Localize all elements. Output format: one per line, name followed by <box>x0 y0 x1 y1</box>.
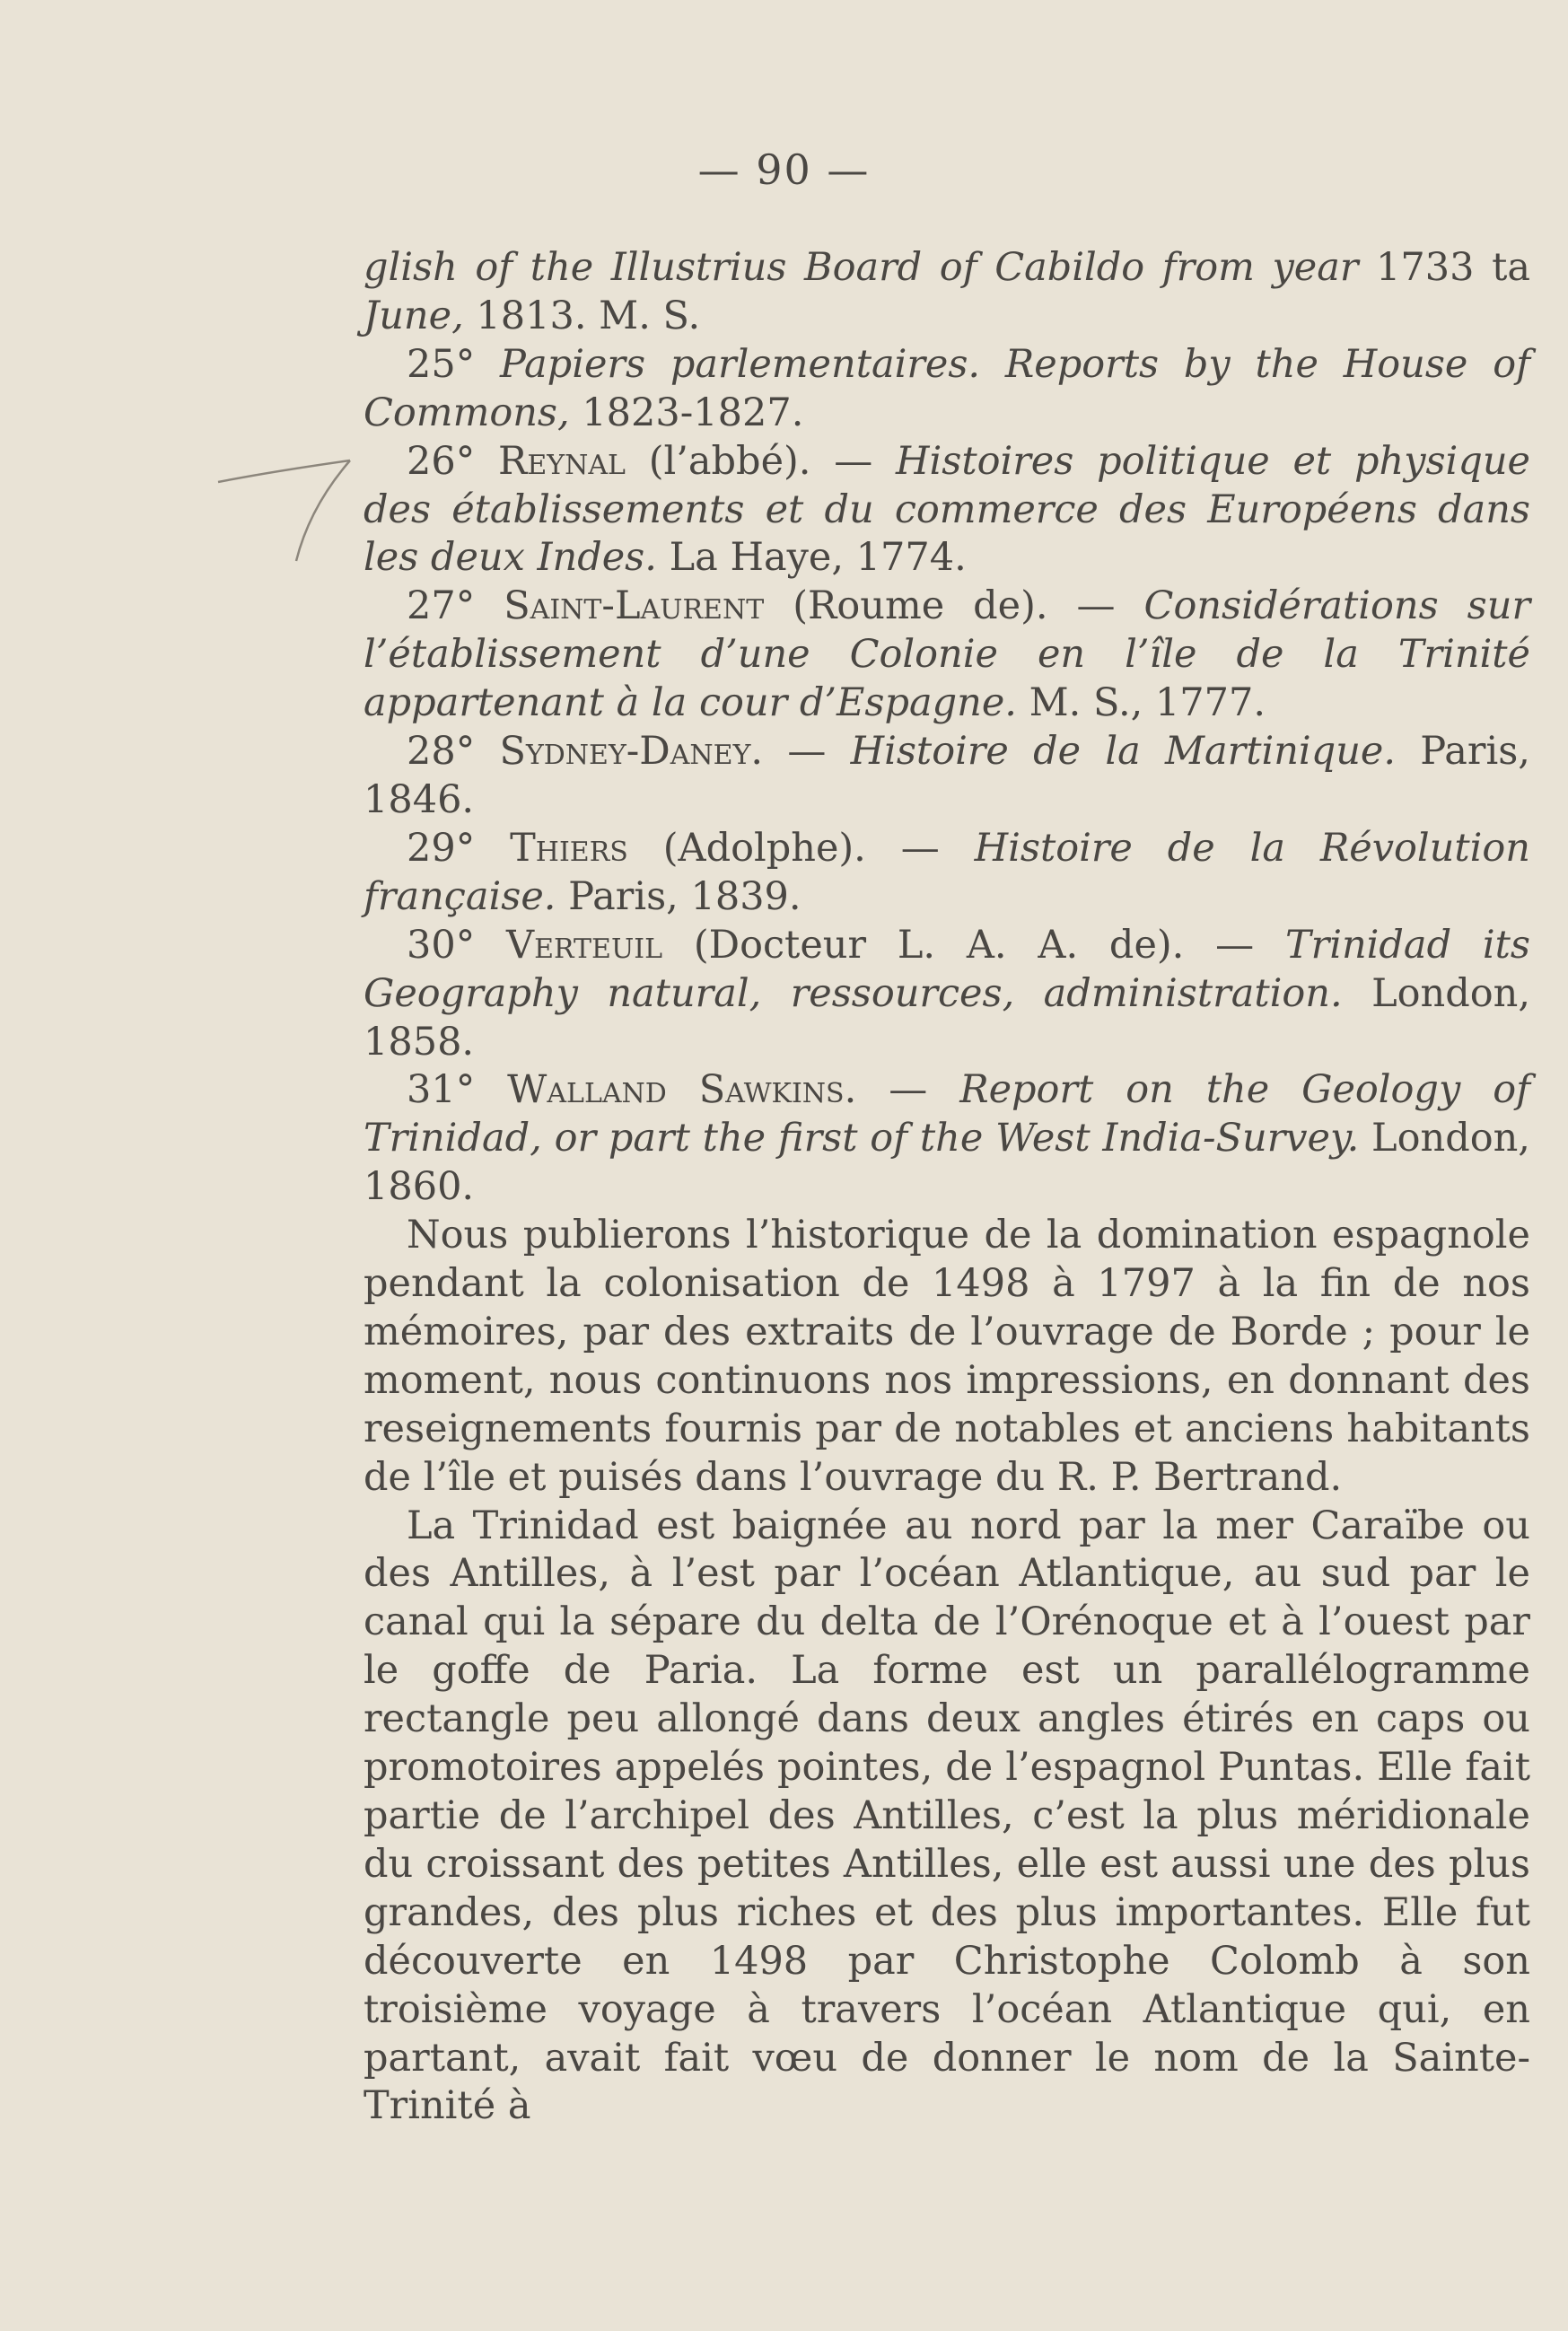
entry-title: Papiers parlementaires. Reports by the House of Commons, <box>364 341 1530 435</box>
entry-title: Histoires politique et physique des établissements et du commerce des Européens dans les deux Indes. <box>364 438 1530 581</box>
entry-separator: (l’abbé). — <box>625 438 897 484</box>
entry-separator: (Docteur L. A. A. de). — <box>662 922 1285 968</box>
entry-author: Reynal <box>498 438 626 484</box>
entry-details-cont: 1813. M. S. <box>463 293 701 338</box>
entry-author: Saint-Laurent <box>504 583 765 629</box>
entry-title-cont: June, <box>364 293 464 338</box>
entry-title: Report on the Geology of Trinidad, or part the first of the West India-Survey. <box>364 1067 1531 1161</box>
entry-separator: (Adolphe). — <box>627 825 975 871</box>
entry-author: Thiers <box>510 825 628 871</box>
entry-number: 26° <box>407 438 498 484</box>
entry-number: 31° <box>407 1067 508 1113</box>
entry-number: 25° <box>407 341 501 387</box>
bibliography-list <box>364 244 1530 1212</box>
entry-details: M. S., 1777. <box>1016 680 1266 726</box>
entry-title: Histoire de la Martinique. <box>850 729 1397 775</box>
entry-separator: . — <box>750 729 851 775</box>
bibliography-entry <box>364 438 1530 583</box>
entry-separator: . — <box>844 1067 960 1113</box>
entry-separator: (Roume de). — <box>764 583 1144 629</box>
bibliography-entry <box>364 583 1530 728</box>
page-number: — 90 — <box>697 145 871 194</box>
entry-title: Trinidad its Geography natural, ressources, administration. <box>364 922 1530 1016</box>
entry-details: 1733 ta <box>1358 245 1530 290</box>
entry-title: Considérations sur l’établissement d’une Colonie en l’île de la Trinité appartenant à la cour d’Espagne. <box>364 583 1530 726</box>
bibliography-entry <box>364 728 1530 825</box>
entry-number: 28° <box>407 729 500 775</box>
entry-details: La Haye, 1774. <box>656 535 967 581</box>
bibliography-entry <box>364 1066 1530 1212</box>
body-paragraph: La Trinidad est baignée au nord par la mer Caraïbe ou des Antilles, à l’est par l’océan Atlantique, au sud par le canal qui la sépare du delta de l’Orénoque et à l’ouest par le goffe de Paria. La forme est un parallélogramme rectangle peu allongé dans deux angles étirés en caps ou promotoires appelés pointes, de l’espagnol Puntas. Elle fait partie de l’archipel des Antilles, c’est la plus méridionale du croissant des petites Antilles, elle est aussi une des plus grandes, des plus riches et des plus importantes. Elle fut découverte en 1498 par Christophe Colomb à son troisième voyage à travers l’océan Atlantique qui, en partant, avait fait vœu de donner le nom de la Sainte-Trinité à <box>364 1503 1530 2129</box>
bibliography-entry <box>364 922 1530 1067</box>
body-paragraph: Nous publierons l’historique de la domination espagnole pendant la colonisation de 1498 à 1797 à la fin de nos mémoires, par des extraits de l’ouvrage de Borde ; pour le moment, nous continuons nos impressions, en donnant des reseignements fournis par de notables et anciens habitants de l’île et puisés dans l’ouvrage du R. P. Bertrand. <box>364 1213 1530 1500</box>
entry-title: Histoire de la Révolution française. <box>364 825 1530 919</box>
bibliography-entry <box>364 244 1530 341</box>
entry-number: 29° <box>407 825 511 871</box>
bibliography-entry <box>364 825 1530 922</box>
body-text <box>364 244 1530 2131</box>
entry-number: 27° <box>407 583 504 629</box>
entry-author: Sydney-Daney <box>499 729 751 775</box>
entry-details: London, 1858. <box>364 970 1530 1065</box>
pencil-mark <box>211 444 368 570</box>
entry-number: 30° <box>407 922 507 968</box>
entry-details: 1823-1827. <box>569 390 804 435</box>
entry-details: London, 1860. <box>364 1116 1530 1210</box>
entry-details: Paris, 1846. <box>364 729 1530 822</box>
bibliography-entry <box>364 341 1530 438</box>
paragraph-list <box>364 1212 1530 2131</box>
entry-author: Walland Sawkins <box>507 1067 845 1113</box>
entry-details: Paris, 1839. <box>556 873 802 919</box>
entry-author: Verteuil <box>506 922 663 968</box>
entry-title: glish of the Illustrius Board of Cabildo from year <box>364 245 1359 290</box>
